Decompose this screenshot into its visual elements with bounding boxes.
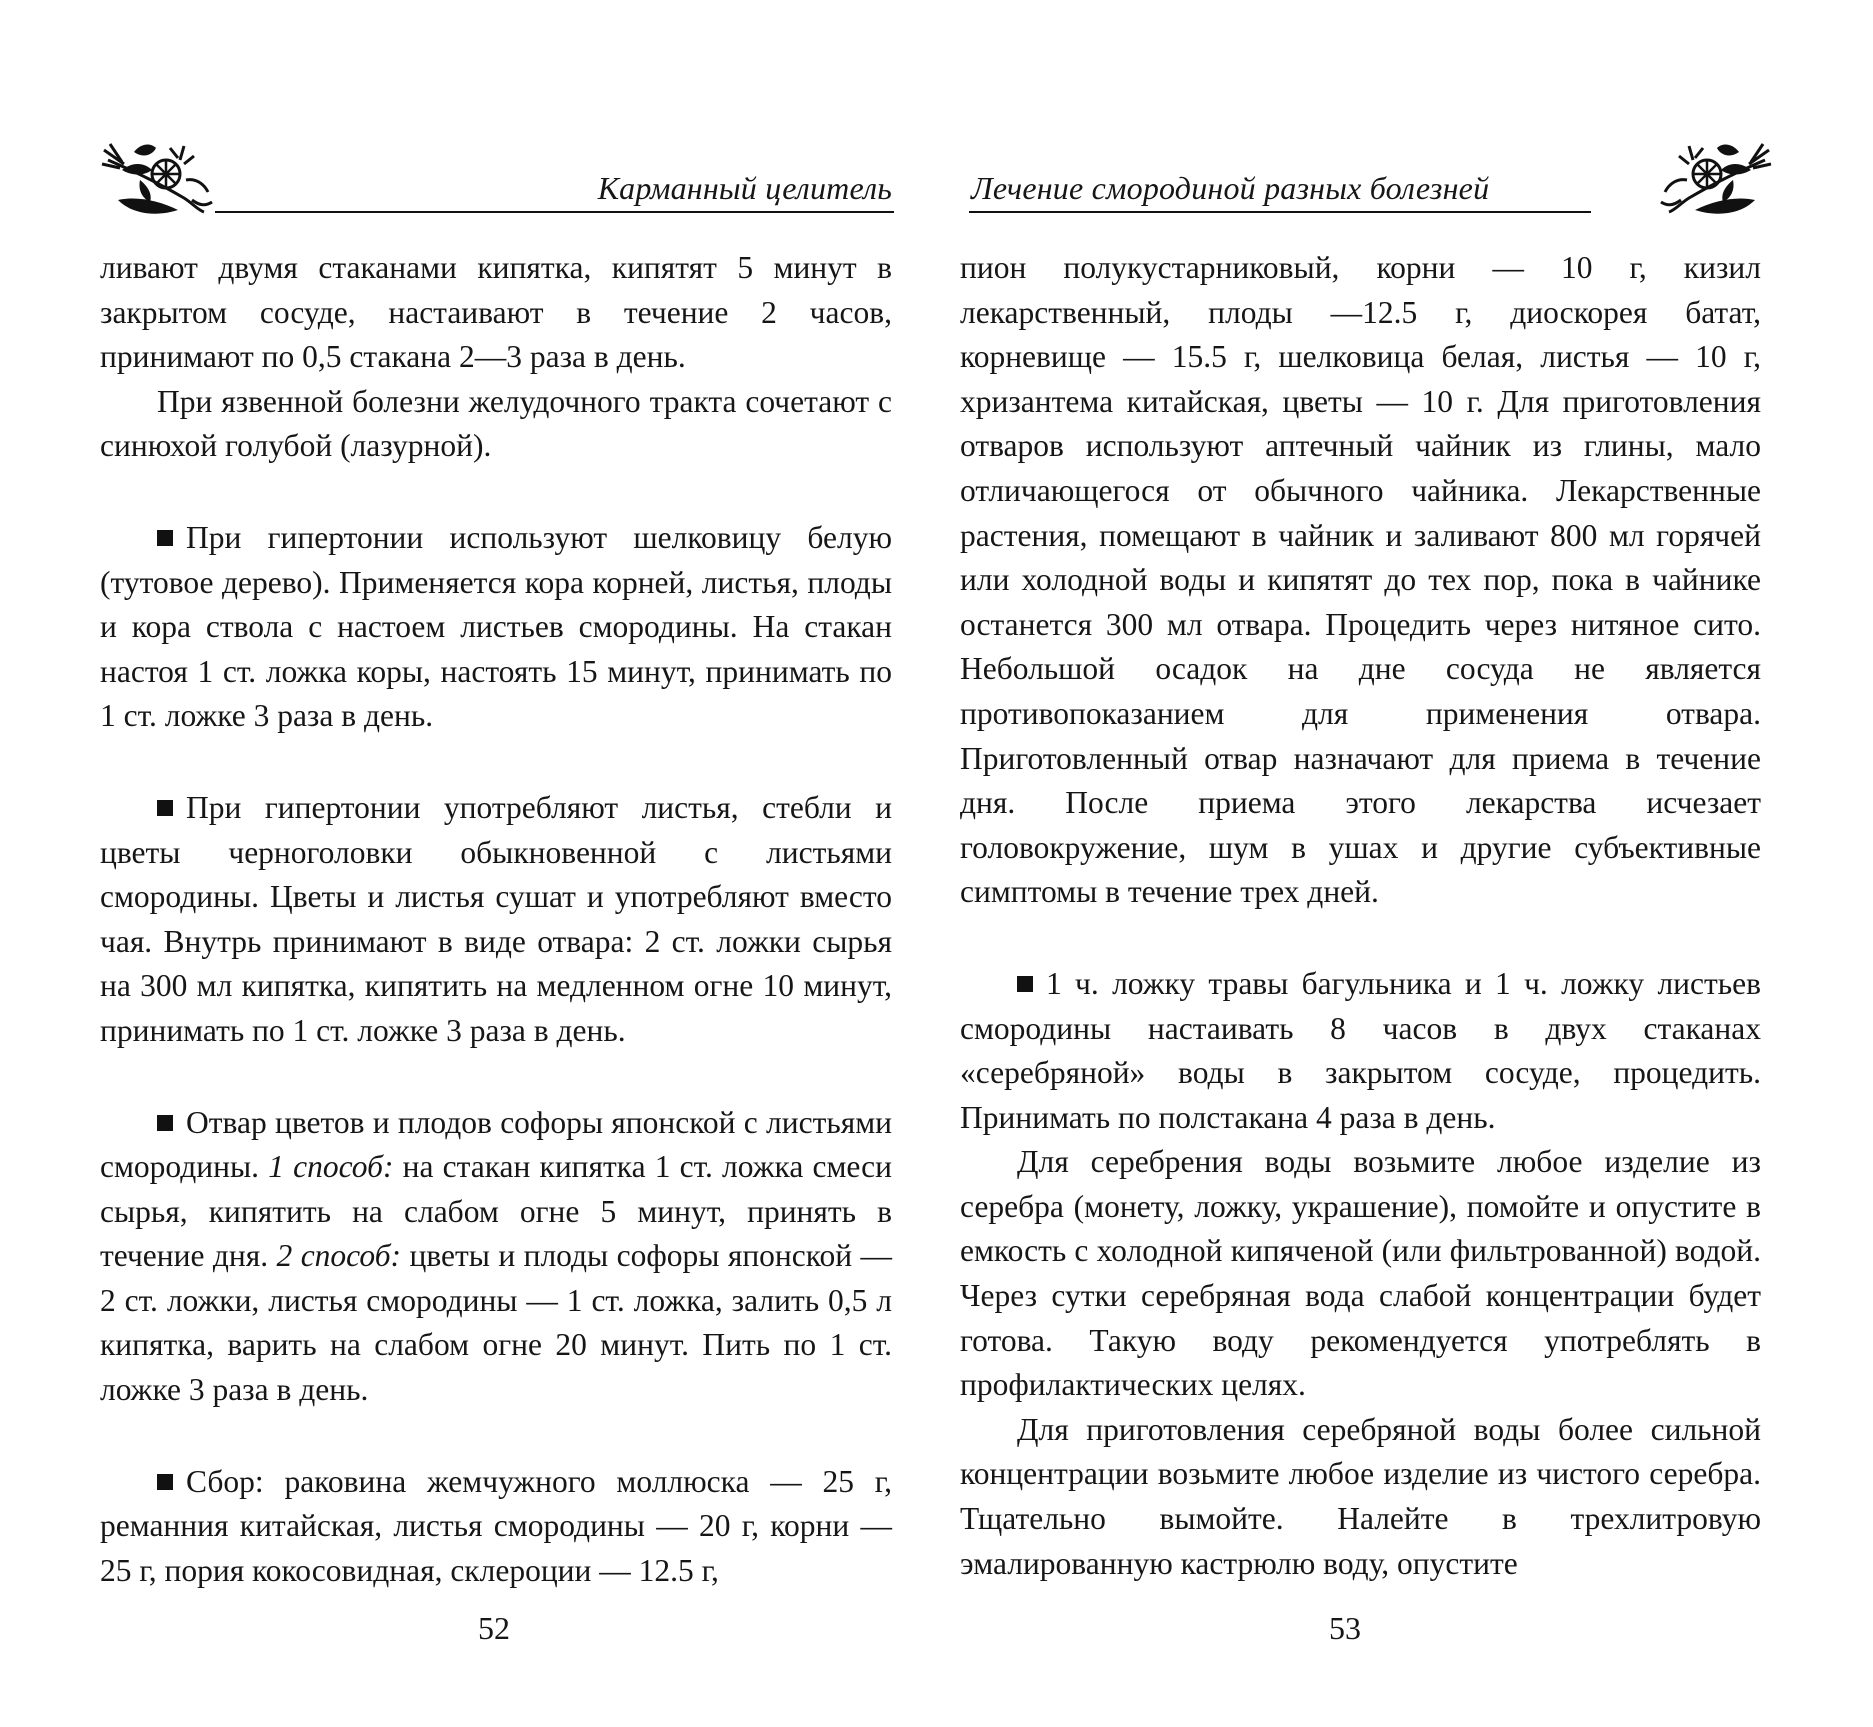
flower-ornament-icon — [1655, 140, 1773, 222]
method-label: 1 способ: — [268, 1149, 394, 1185]
paragraph: ливают двумя стаканами кипятка, кипятят 5 минут в закрытом сосуде, настаивают в течение 2 часов, принимают по 0,5 стакана 2—3 раза в день. — [100, 250, 892, 375]
paragraph-text: 1 ч. ложку травы багульника и 1 ч. ложку листьев смородины настаивать 8 часов в двух стаканах «серебряной» воды в закрытом сосуде, процедить. Принимать по полстакана 4 раза в день. — [960, 965, 1761, 1135]
paragraph-text: цветы и плоды софоры японской — 2 ст. ложки, листья смородины — 1 ст. ложка, залить 0,5 л кипятка, варить на слабом огне 20 минут. Пить по 1 ст. ложке 3 раза в день. — [100, 1238, 892, 1408]
paragraph-text: Отвар цветов и плодов софоры японской с листьями смородины. — [100, 1104, 892, 1185]
paragraph: Для приготовления серебряной воды более сильной концентрации возьмите любое изделие из чистого серебра. Тщательно вымойте. Налейте в трехлитровую эмалированную кастрюлю воду, опустите — [960, 1411, 1761, 1581]
page-header — [0, 140, 936, 220]
bullet-paragraph — [100, 1460, 892, 1594]
paragraph-text: Сбор: раковина жемчужного моллюска — 25 г, реманния китайская, листья смородины — 20 г, корни — 25 г, пория кокосовидная, склероции — 12.5 г, — [100, 1463, 892, 1588]
page-header — [937, 140, 1873, 220]
bullet-paragraph — [100, 786, 892, 1054]
bullet-square-icon — [157, 1115, 173, 1131]
running-head: Карманный целитель — [597, 170, 892, 206]
running-head: Лечение смородиной разных болезней — [971, 170, 1490, 206]
bullet-paragraph — [960, 962, 1761, 1140]
method-label: 2 способ: — [276, 1238, 402, 1274]
page-body — [100, 246, 892, 1617]
header-rule — [215, 211, 894, 213]
bullet-paragraph — [100, 1101, 892, 1413]
paragraph: Для серебрения воды возьмите любое изделие из серебра (монету, ложку, украшение), помойте и опустите в емкость с холодной кипяченой (или фильтрованной) водой. Через сутки серебряная вода слабой концентрации будет готова. Такую воду рекомендуется употреблять в профилактических целях. — [960, 1144, 1761, 1403]
paragraph-text: При гипертонии употребляют листья, стебли и цветы черноголовки обыкновенной с листьями смородины. Цветы и листья сушат и употребляют вместо чая. Внутрь принимают в виде отвара: 2 ст. ложки сырья на 300 мл кипятка, кипятить на медленном огне 10 минут, принимать по 1 ст. ложке 3 раза в день. — [100, 789, 892, 1048]
bullet-square-icon — [157, 530, 173, 546]
bullet-paragraph — [100, 516, 892, 739]
page-number: 52 — [478, 1610, 510, 1646]
left-page — [0, 0, 936, 1727]
paragraph-text: на стакан кипятка 1 ст. ложка смеси сырья, кипятить на слабом огне 5 минут, принять в течение дня. — [100, 1149, 892, 1274]
flower-ornament-icon — [100, 140, 218, 222]
bullet-square-icon — [157, 800, 173, 816]
page-number: 53 — [1329, 1610, 1361, 1646]
paragraph: При язвенной болезни желудочного тракта сочетают с синюхой голубой (лазурной). — [100, 383, 892, 464]
header-rule — [969, 211, 1591, 213]
paragraph: пион полукустарниковый, корни — 10 г, кизил лекарственный, плоды —12.5 г, диоскорея батат, корневище — 15.5 г, шелковица белая, листья — 10 г, хризантема китайская, цветы — 10 г. Для приготовления отваров используют аптечный чайник из глины, мало отличающегося от обычного чайника. Лекарственные растения, помещают в чайник и заливают 800 мл горячей или холодной воды и кипятят до тех пор, пока в чайнике останется 300 мл отвара. Процедить через нитяное сито. Небольшой осадок на дне сосуда не является противопоказанием для применения отвара. Приготовленный отвар назначают для приема в течение дня. После приема этого лекарства исчезает головокружение, шум в ушах и другие субъективные симптомы в течение трех дней. — [960, 250, 1761, 910]
bullet-square-icon — [1017, 976, 1033, 992]
bullet-square-icon — [157, 1474, 173, 1490]
page-body — [960, 246, 1761, 1617]
right-page — [937, 0, 1873, 1727]
paragraph-text: При гипертонии используют шелковицу белую (тутовое дерево). Применяется кора корней, листья, плоды и кора ствола с настоем листьев смородины. На стакан настоя 1 ст. ложка коры, настоять 15 минут, принимать по 1 ст. ложке 3 раза в день. — [100, 519, 892, 734]
